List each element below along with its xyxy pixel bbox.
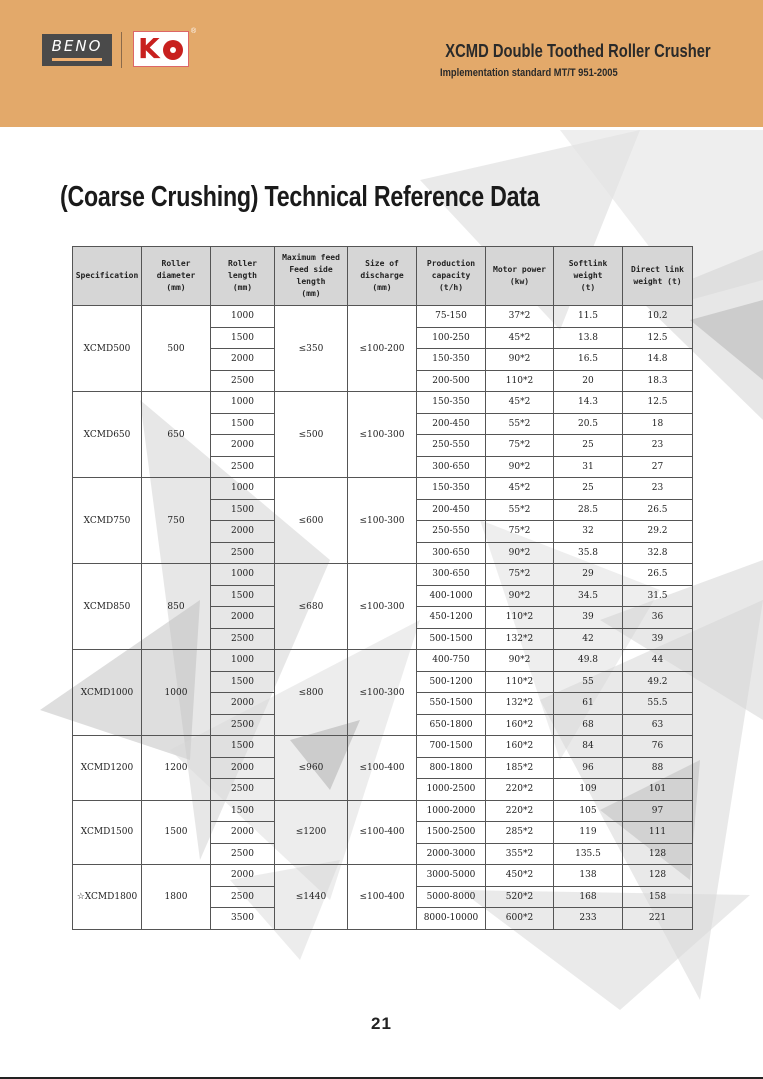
- capacity-cell: 200-450: [417, 413, 486, 435]
- power-cell: 450*2: [486, 865, 554, 887]
- table-row: [73, 650, 693, 672]
- direct-weight-cell: 12.5: [623, 327, 693, 349]
- softlink-weight-cell: 42: [554, 628, 623, 650]
- direct-weight-cell: 14.8: [623, 349, 693, 371]
- power-cell: 55*2: [486, 499, 554, 521]
- direct-weight-cell: 29.2: [623, 521, 693, 543]
- power-cell: 160*2: [486, 736, 554, 758]
- softlink-weight-cell: 168: [554, 886, 623, 908]
- power-cell: 90*2: [486, 650, 554, 672]
- power-cell: 110*2: [486, 671, 554, 693]
- capacity-cell: 500-1500: [417, 628, 486, 650]
- capacity-cell: 3000-5000: [417, 865, 486, 887]
- length-cell: 2000: [211, 607, 275, 629]
- softlink-weight-cell: 29: [554, 564, 623, 586]
- direct-weight-cell: 128: [623, 843, 693, 865]
- direct-weight-cell: 97: [623, 800, 693, 822]
- capacity-cell: 150-350: [417, 392, 486, 414]
- header-title: XCMD Double Toothed Roller Crusher: [445, 41, 711, 61]
- column-header-line: Feed side: [289, 265, 333, 274]
- diameter-cell: 750: [142, 478, 211, 564]
- direct-weight-cell: 18: [623, 413, 693, 435]
- length-cell: 1500: [211, 327, 275, 349]
- spec-cell: XCMD1000: [73, 650, 142, 736]
- table-body: [73, 306, 693, 930]
- ko-logo: [133, 31, 189, 67]
- capacity-cell: 250-550: [417, 521, 486, 543]
- length-cell: 1500: [211, 736, 275, 758]
- length-cell: 2000: [211, 865, 275, 887]
- direct-weight-cell: 76: [623, 736, 693, 758]
- power-cell: 285*2: [486, 822, 554, 844]
- length-cell: 1000: [211, 478, 275, 500]
- softlink-weight-cell: 49.8: [554, 650, 623, 672]
- column-header-line: weight: [573, 271, 603, 280]
- spec-cell: XCMD650: [73, 392, 142, 478]
- softlink-weight-cell: 14.3: [554, 392, 623, 414]
- discharge-cell: ≤100-300: [348, 564, 417, 650]
- capacity-cell: 1500-2500: [417, 822, 486, 844]
- softlink-weight-cell: 84: [554, 736, 623, 758]
- feed-cell: ≤800: [275, 650, 348, 736]
- length-cell: 2500: [211, 779, 275, 801]
- column-header-line: (mm): [232, 283, 253, 292]
- spec-cell: XCMD1500: [73, 800, 142, 865]
- column-header-line: Softlink: [568, 259, 608, 268]
- softlink-weight-cell: 28.5: [554, 499, 623, 521]
- length-cell: 1000: [211, 564, 275, 586]
- capacity-cell: 400-1000: [417, 585, 486, 607]
- direct-weight-cell: 63: [623, 714, 693, 736]
- softlink-weight-cell: 13.8: [554, 327, 623, 349]
- column-header-line: Maximum feed: [282, 253, 340, 262]
- table-row: [73, 800, 693, 822]
- length-cell: 1500: [211, 499, 275, 521]
- column-header: [211, 247, 275, 306]
- length-cell: 2000: [211, 693, 275, 715]
- direct-weight-cell: 221: [623, 908, 693, 930]
- power-cell: 90*2: [486, 349, 554, 371]
- power-cell: 110*2: [486, 607, 554, 629]
- softlink-weight-cell: 25: [554, 478, 623, 500]
- column-header: [73, 247, 142, 306]
- direct-weight-cell: 158: [623, 886, 693, 908]
- column-header-line: diameter: [156, 271, 196, 280]
- discharge-cell: ≤100-300: [348, 650, 417, 736]
- length-cell: 1000: [211, 306, 275, 328]
- length-cell: 1500: [211, 800, 275, 822]
- diameter-cell: 650: [142, 392, 211, 478]
- column-header: [348, 247, 417, 306]
- beno-logo: [42, 34, 112, 66]
- power-cell: 220*2: [486, 779, 554, 801]
- capacity-cell: 150-350: [417, 478, 486, 500]
- column-header: [275, 247, 348, 306]
- power-cell: 90*2: [486, 456, 554, 478]
- direct-weight-cell: 36: [623, 607, 693, 629]
- capacity-cell: 300-650: [417, 564, 486, 586]
- diameter-cell: 1200: [142, 736, 211, 801]
- column-header-line: capacity: [431, 271, 471, 280]
- direct-weight-cell: 49.2: [623, 671, 693, 693]
- power-cell: 600*2: [486, 908, 554, 930]
- direct-weight-cell: 26.5: [623, 499, 693, 521]
- direct-weight-cell: 128: [623, 865, 693, 887]
- power-cell: 110*2: [486, 370, 554, 392]
- column-header-line: (mm): [166, 283, 186, 292]
- power-cell: 75*2: [486, 435, 554, 457]
- discharge-cell: ≤100-400: [348, 736, 417, 801]
- length-cell: 1000: [211, 650, 275, 672]
- length-cell: 1500: [211, 671, 275, 693]
- column-header-line: Production: [426, 259, 476, 268]
- spec-cell: XCMD500: [73, 306, 142, 392]
- diameter-cell: 850: [142, 564, 211, 650]
- length-cell: 1000: [211, 392, 275, 414]
- softlink-weight-cell: 109: [554, 779, 623, 801]
- power-cell: 45*2: [486, 478, 554, 500]
- power-cell: 355*2: [486, 843, 554, 865]
- column-header-line: Roller: [161, 259, 191, 268]
- registered-mark: ®: [191, 28, 197, 35]
- column-header-line: length: [296, 277, 326, 286]
- softlink-weight-cell: 119: [554, 822, 623, 844]
- length-cell: 2000: [211, 521, 275, 543]
- power-cell: 520*2: [486, 886, 554, 908]
- capacity-cell: 650-1800: [417, 714, 486, 736]
- diameter-cell: 1000: [142, 650, 211, 736]
- column-header: [623, 247, 693, 306]
- table-header-row: [73, 247, 693, 306]
- softlink-weight-cell: 16.5: [554, 349, 623, 371]
- capacity-cell: 8000-10000: [417, 908, 486, 930]
- softlink-weight-cell: 138: [554, 865, 623, 887]
- direct-weight-cell: 111: [623, 822, 693, 844]
- softlink-weight-cell: 11.5: [554, 306, 623, 328]
- feed-cell: ≤600: [275, 478, 348, 564]
- capacity-cell: 300-650: [417, 456, 486, 478]
- direct-weight-cell: 18.3: [623, 370, 693, 392]
- table-row: [73, 478, 693, 500]
- discharge-cell: ≤100-300: [348, 478, 417, 564]
- length-cell: 2500: [211, 628, 275, 650]
- length-cell: 2000: [211, 822, 275, 844]
- table-row: [73, 392, 693, 414]
- softlink-weight-cell: 61: [554, 693, 623, 715]
- diameter-cell: 1500: [142, 800, 211, 865]
- column-header-line: (mm): [372, 283, 392, 292]
- capacity-cell: 200-450: [417, 499, 486, 521]
- length-cell: 2500: [211, 714, 275, 736]
- power-cell: 45*2: [486, 327, 554, 349]
- length-cell: 1500: [211, 585, 275, 607]
- feed-cell: ≤350: [275, 306, 348, 392]
- softlink-weight-cell: 135.5: [554, 843, 623, 865]
- column-header-line: (t): [580, 283, 596, 292]
- capacity-cell: 1000-2000: [417, 800, 486, 822]
- power-cell: 90*2: [486, 542, 554, 564]
- softlink-weight-cell: 96: [554, 757, 623, 779]
- softlink-weight-cell: 25: [554, 435, 623, 457]
- feed-cell: ≤1200: [275, 800, 348, 865]
- discharge-cell: ≤100-300: [348, 392, 417, 478]
- column-header-line: discharge: [360, 271, 404, 280]
- column-header-line: (mm): [301, 289, 321, 298]
- page-number: 21: [371, 1014, 392, 1033]
- beno-logo-text: BENO: [51, 37, 103, 55]
- direct-weight-cell: 88: [623, 757, 693, 779]
- softlink-weight-cell: 39: [554, 607, 623, 629]
- capacity-cell: 75-150: [417, 306, 486, 328]
- feed-cell: ≤960: [275, 736, 348, 801]
- direct-weight-cell: 101: [623, 779, 693, 801]
- column-header-line: Roller: [228, 259, 257, 268]
- column-header-line: (t/h): [438, 283, 464, 292]
- length-cell: 2500: [211, 542, 275, 564]
- column-header-line: Direct link: [631, 265, 684, 274]
- length-cell: 2500: [211, 370, 275, 392]
- power-cell: 55*2: [486, 413, 554, 435]
- reference-data-table: [72, 246, 693, 930]
- capacity-cell: 700-1500: [417, 736, 486, 758]
- length-cell: 3500: [211, 908, 275, 930]
- column-header-line: Specification: [75, 271, 139, 280]
- capacity-cell: 2000-3000: [417, 843, 486, 865]
- softlink-weight-cell: 105: [554, 800, 623, 822]
- direct-weight-cell: 55.5: [623, 693, 693, 715]
- column-header: [486, 247, 554, 306]
- logo-divider: [121, 32, 122, 68]
- direct-weight-cell: 44: [623, 650, 693, 672]
- feed-cell: ≤500: [275, 392, 348, 478]
- header-band: [0, 0, 763, 127]
- power-cell: 90*2: [486, 585, 554, 607]
- power-cell: 132*2: [486, 628, 554, 650]
- softlink-weight-cell: 20: [554, 370, 623, 392]
- length-cell: 2000: [211, 349, 275, 371]
- discharge-cell: ≤100-400: [348, 800, 417, 865]
- capacity-cell: 5000-8000: [417, 886, 486, 908]
- power-cell: 160*2: [486, 714, 554, 736]
- power-cell: 220*2: [486, 800, 554, 822]
- length-cell: 1500: [211, 413, 275, 435]
- capacity-cell: 450-1200: [417, 607, 486, 629]
- table-row: [73, 306, 693, 328]
- header-subtitle: Implementation standard MT/T 951-2005: [440, 67, 618, 79]
- length-cell: 2000: [211, 757, 275, 779]
- discharge-cell: ≤100-200: [348, 306, 417, 392]
- direct-weight-cell: 10.2: [623, 306, 693, 328]
- ko-logo-letter: K: [138, 32, 160, 65]
- page-title: (Coarse Crushing) Technical Reference Data: [60, 181, 540, 213]
- direct-weight-cell: 32.8: [623, 542, 693, 564]
- direct-weight-cell: 39: [623, 628, 693, 650]
- capacity-cell: 1000-2500: [417, 779, 486, 801]
- capacity-cell: 150-350: [417, 349, 486, 371]
- capacity-cell: 200-500: [417, 370, 486, 392]
- softlink-weight-cell: 20.5: [554, 413, 623, 435]
- capacity-cell: 550-1500: [417, 693, 486, 715]
- softlink-weight-cell: 32: [554, 521, 623, 543]
- length-cell: 2500: [211, 456, 275, 478]
- power-cell: 37*2: [486, 306, 554, 328]
- spec-cell: XCMD750: [73, 478, 142, 564]
- spec-cell: XCMD850: [73, 564, 142, 650]
- column-header: [142, 247, 211, 306]
- discharge-cell: ≤100-400: [348, 865, 417, 930]
- column-header: [554, 247, 623, 306]
- softlink-weight-cell: 68: [554, 714, 623, 736]
- capacity-cell: 800-1800: [417, 757, 486, 779]
- table-header: [73, 247, 693, 306]
- column-header-line: (kw): [509, 277, 530, 286]
- direct-weight-cell: 27: [623, 456, 693, 478]
- softlink-weight-cell: 34.5: [554, 585, 623, 607]
- length-cell: 2500: [211, 843, 275, 865]
- capacity-cell: 400-750: [417, 650, 486, 672]
- diameter-cell: 500: [142, 306, 211, 392]
- direct-weight-cell: 23: [623, 435, 693, 457]
- diameter-cell: 1800: [142, 865, 211, 930]
- spec-cell: XCMD1200: [73, 736, 142, 801]
- capacity-cell: 300-650: [417, 542, 486, 564]
- softlink-weight-cell: 55: [554, 671, 623, 693]
- ko-logo-circle: [163, 40, 183, 60]
- softlink-weight-cell: 35.8: [554, 542, 623, 564]
- column-header-line: Size of: [365, 259, 399, 268]
- table-row: [73, 865, 693, 887]
- softlink-weight-cell: 233: [554, 908, 623, 930]
- length-cell: 2000: [211, 435, 275, 457]
- spec-cell: ☆XCMD1800: [73, 865, 142, 930]
- column-header-line: Motor power: [493, 265, 546, 274]
- power-cell: 75*2: [486, 564, 554, 586]
- power-cell: 45*2: [486, 392, 554, 414]
- table-row: [73, 564, 693, 586]
- beno-logo-bar: [52, 58, 102, 61]
- length-cell: 2500: [211, 886, 275, 908]
- power-cell: 185*2: [486, 757, 554, 779]
- direct-weight-cell: 23: [623, 478, 693, 500]
- column-header: [417, 247, 486, 306]
- table-row: [73, 736, 693, 758]
- direct-weight-cell: 12.5: [623, 392, 693, 414]
- direct-weight-cell: 26.5: [623, 564, 693, 586]
- column-header-line: length: [228, 271, 257, 280]
- column-header-line: weight (t): [633, 277, 682, 286]
- capacity-cell: 500-1200: [417, 671, 486, 693]
- softlink-weight-cell: 31: [554, 456, 623, 478]
- feed-cell: ≤680: [275, 564, 348, 650]
- capacity-cell: 250-550: [417, 435, 486, 457]
- capacity-cell: 100-250: [417, 327, 486, 349]
- feed-cell: ≤1440: [275, 865, 348, 930]
- direct-weight-cell: 31.5: [623, 585, 693, 607]
- power-cell: 132*2: [486, 693, 554, 715]
- power-cell: 75*2: [486, 521, 554, 543]
